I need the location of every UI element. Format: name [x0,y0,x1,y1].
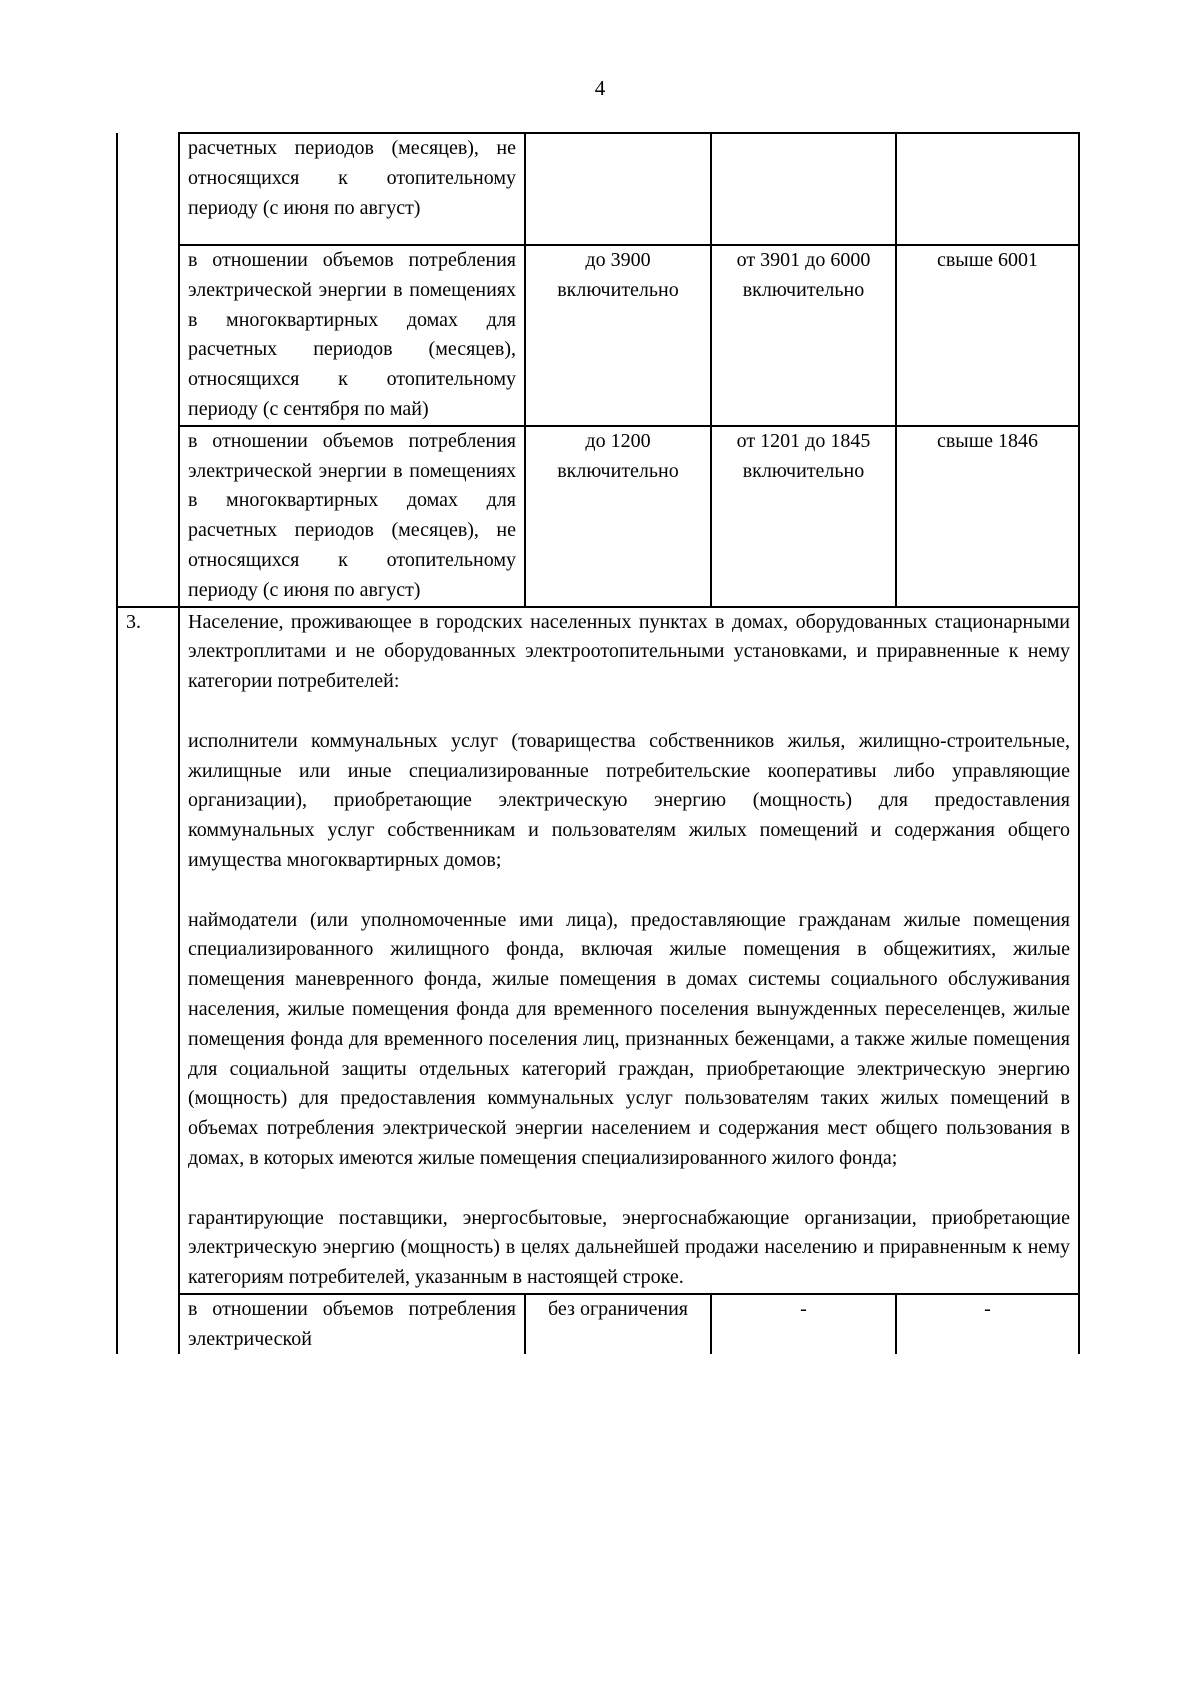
value-range-1: до 1200 включительно [525,426,711,607]
row-description: в отношении объемов потребления электрической энергии в помещениях в многоквартирных домах для расчетных периодов (месяцев), не относящихся к отопительному периоду (с июня по август) [179,426,525,607]
section-3-row [117,607,1079,1294]
value-range-3: - [896,1294,1079,1355]
tariff-table [116,132,1080,1354]
value-range-3: свыше 1846 [896,426,1079,607]
table-row [117,426,1079,607]
value-range-2: от 3901 до 6000 включительно [711,245,896,426]
value-range-1 [525,133,711,245]
value-range-1: без ограничения [525,1294,711,1355]
table-row [117,245,1079,426]
row-description: расчетных периодов (месяцев), не относящихся к отопительному периоду (с июня по август) [179,133,525,245]
page-number: 4 [594,76,606,100]
value-range-2 [711,133,896,245]
section-number: 3. [117,607,179,1294]
row-description: в отношении объемов потребления электрической [179,1294,525,1355]
row-number [117,245,179,426]
section-3-paragraph: исполнители коммунальных услуг (товарищества собственников жилья, жилищно-строительные, жилищные или иные специализированные потребительские кооперативы либо управляющие организации), приобретающие электрическую энергию (мощность) для предоставления коммунальных услуг собственникам и пользователям жилых помещений и содержания общего имущества многоквартирных домов; [188,729,1070,871]
row-number [117,133,179,245]
table-row [117,1294,1079,1355]
value-range-3 [896,133,1079,245]
section-3-paragraph: гарантирующие поставщики, энергосбытовые, энергоснабжающие организации, приобретающие электрическую энергию (мощность) в целях дальнейшей продажи населению и приравненным к нему категориям потребителей, указанным в настоящей строке. [188,1206,1070,1289]
section-3-paragraph: наймодатели (или уполномоченные ими лица), предоставляющие гражданам жилые помещения специализированного жилищного фонда, включая жилые помещения в общежитиях, жилые помещения маневренного фонда, жилые помещения в домах системы социального обслуживания населения, жилые помещения фонда для временного поселения вынужденных переселенцев, жилые помещения фонда для временного поселения лиц, признанных беженцами, а также жилые помещения для социальной защиты отдельных категорий граждан, приобретающие электрическую энергию (мощность) для предоставления коммунальных услуг пользователям таких жилых помещений в объемах потребления электрической энергии населением и содержания мест общего пользования в домах, в которых имеются жилые помещения специализированного жилого фонда; [188,908,1070,1169]
value-range-1: до 3900 включительно [525,245,711,426]
section-3-text [179,607,1079,1294]
row-description: в отношении объемов потребления электрической энергии в помещениях в многоквартирных домах для расчетных периодов (месяцев), относящихся к отопительному периоду (с сентября по май) [179,245,525,426]
value-range-3: свыше 6001 [896,245,1079,426]
value-range-2: - [711,1294,896,1355]
section-3-paragraph: Население, проживающее в городских населенных пунктах в домах, оборудованных стационарными электроплитами и не оборудованных электроотопительными установками, и приравненные к нему категории потребителей: [188,610,1070,693]
row-number [117,426,179,607]
value-range-2: от 1201 до 1845 включительно [711,426,896,607]
table-row [117,133,1079,245]
